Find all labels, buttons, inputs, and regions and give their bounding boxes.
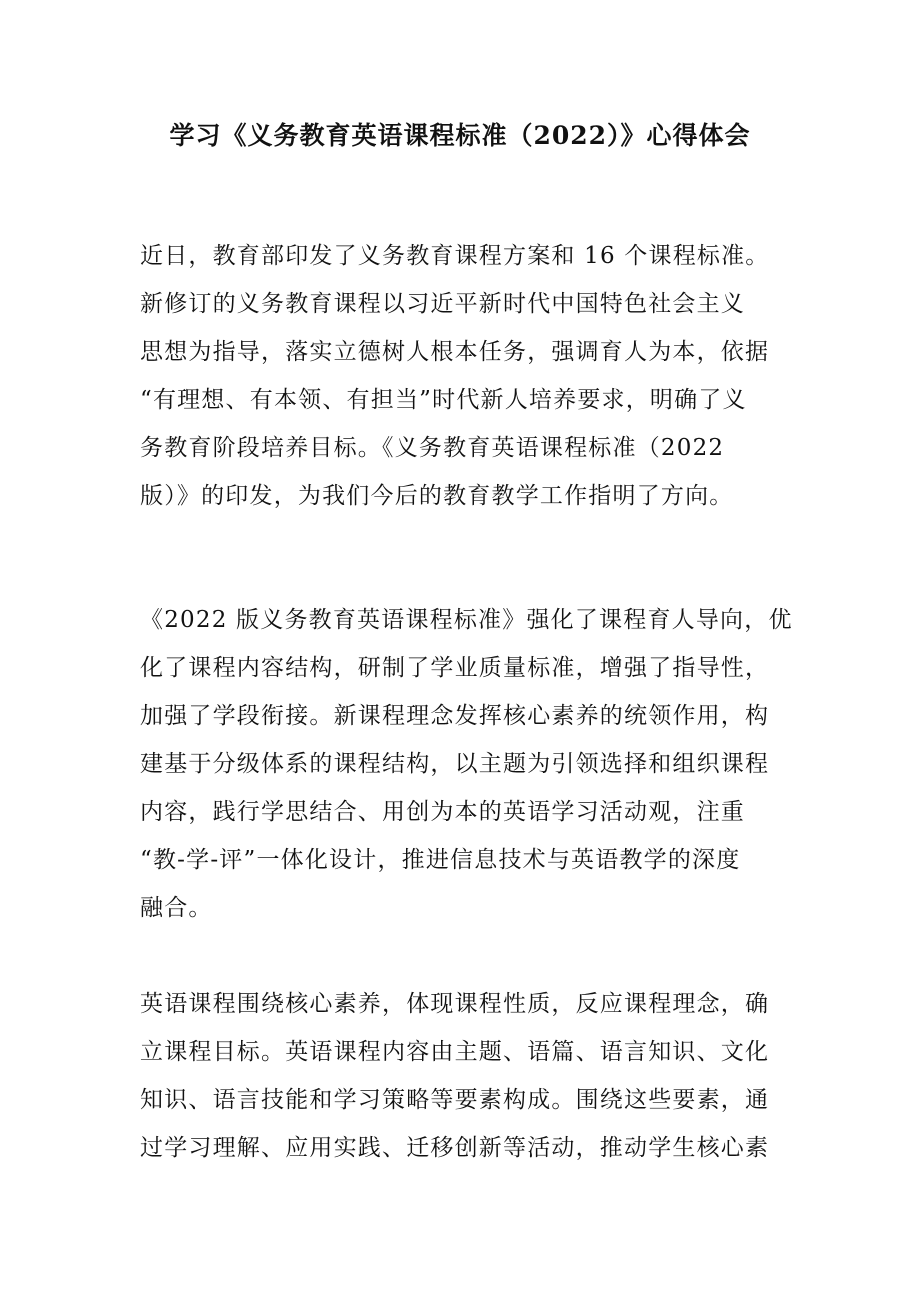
paragraph-line: 化了课程内容结构，研制了学业质量标准，增强了指导性， [140,655,770,681]
paragraph-line: 务教育阶段培养目标。《义务教育英语课程标准（2022 [140,435,725,461]
paragraph-line: 内容，践行学思结合、用创为本的英语学习活动观，注重 [140,799,745,825]
paragraph-line: 思想为指导，落实立德树人根本任务，强调育人为本，依据 [140,339,770,365]
paragraph-2 [140,596,795,932]
paragraph-line: 过学习理解、应用实践、迁移创新等活动，推动学生核心素 [140,1135,770,1161]
paragraph-line: 版）》的印发，为我们今后的教育教学工作指明了方向。 [140,483,734,509]
paragraph-1 [140,232,795,520]
paragraph-line: 《2022 版义务教育英语课程标准》强化了课程育人导向，优 [140,607,793,633]
paragraph-3 [140,980,795,1172]
paragraph-line: 融合。 [140,895,213,921]
paragraph-line: “教-学-评”一体化设计，推进信息技术与英语教学的深度 [140,847,741,873]
paragraph-line: 英语课程围绕核心素养，体现课程性质，反应课程理念，确 [140,991,770,1017]
paragraph-line: 新修订的义务教育课程以习近平新时代中国特色社会主义 [140,291,745,317]
paragraph-line: 知识、语言技能和学习策略等要素构成。围绕这些要素，通 [140,1087,770,1113]
paragraph-line: 立课程目标。英语课程内容由主题、语篇、语言知识、文化 [140,1039,770,1065]
paragraph-line: 近日，教育部印发了义务教育课程方案和 16 个课程标准。 [140,243,770,269]
paragraph-line: 加强了学段衔接。新课程理念发挥核心素养的统领作用，构 [140,703,770,729]
paragraph-line: 建基于分级体系的课程结构，以主题为引领选择和组织课程 [140,751,770,777]
document-title: 学习《义务教育英语课程标准（2022）》心得体会 [169,121,751,150]
paragraph-line: “有理想、有本领、有担当”时代新人培养要求，明确了义 [140,387,747,413]
